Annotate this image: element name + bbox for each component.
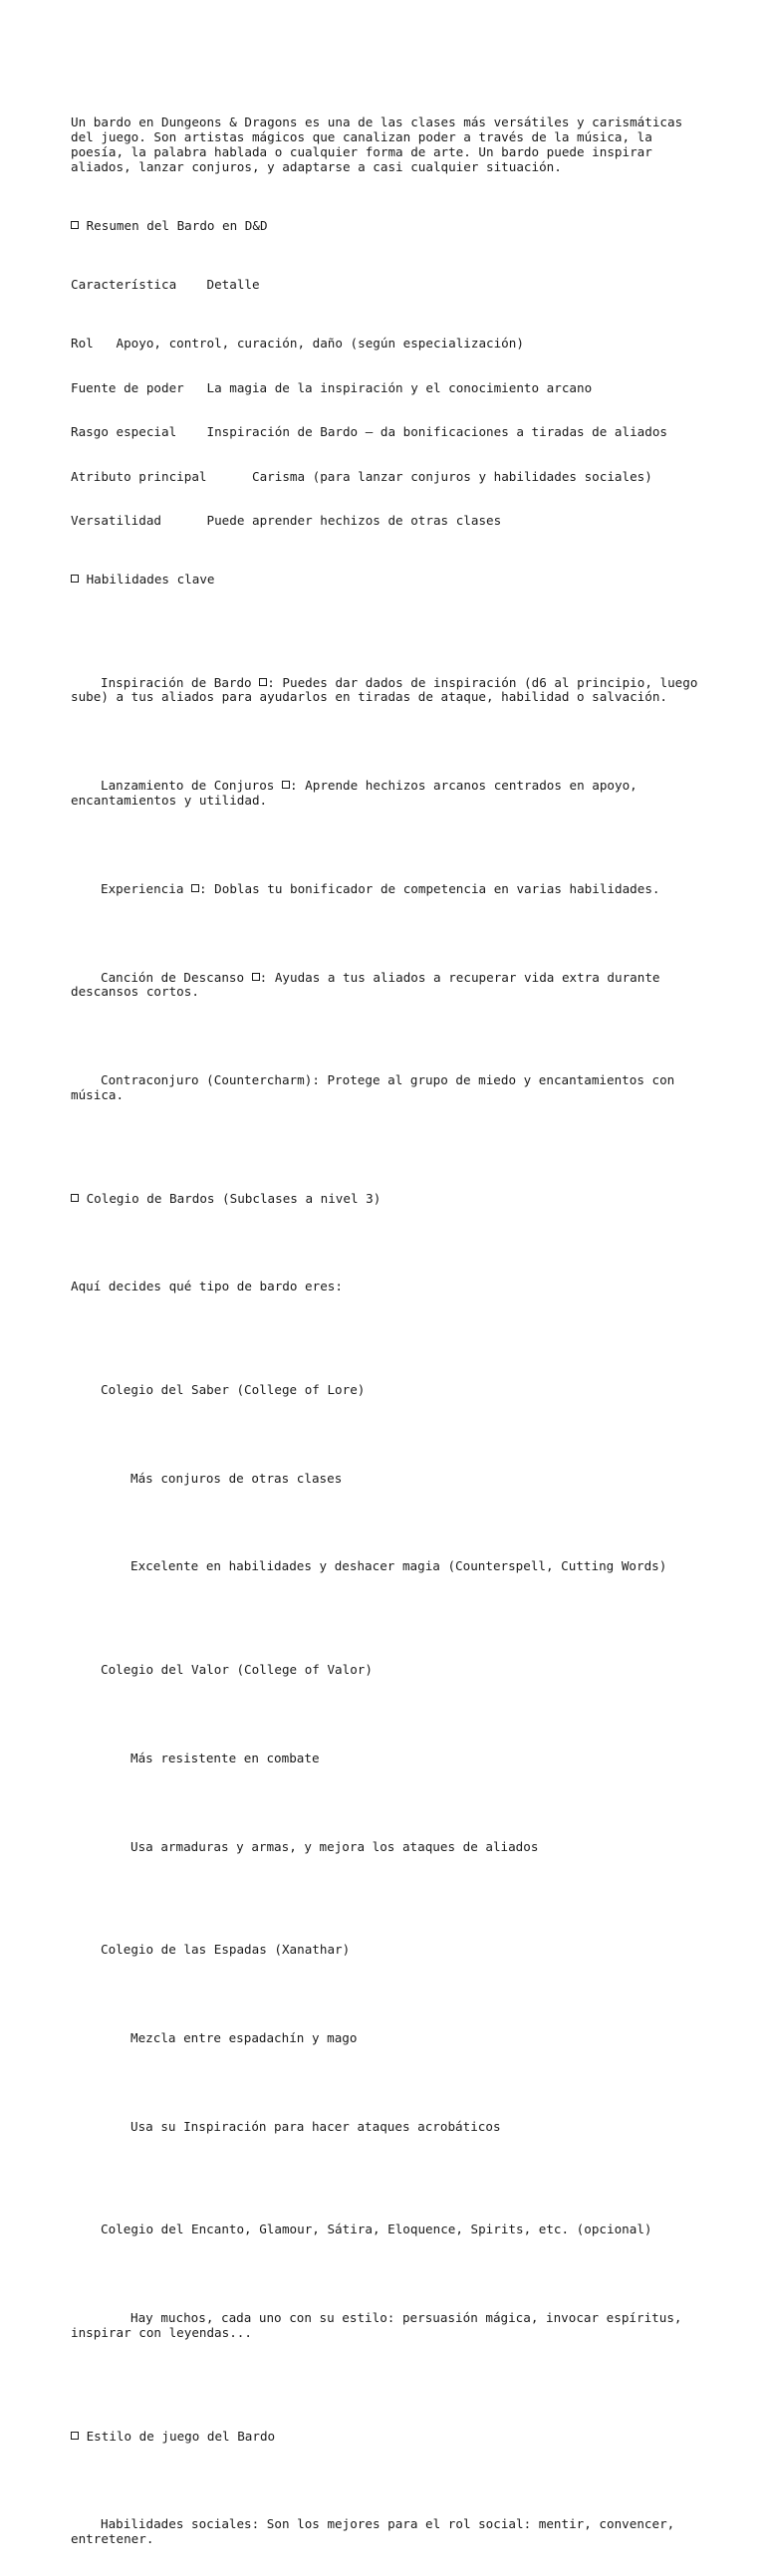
playstyle-heading: Estilo de juego del Bardo [71,2430,708,2445]
box-icon [191,884,199,892]
ability-item: Inspiración de Bardo : Puedes dar dados de inspiración (d6 al principio, luego sube) a tus aliados para ayudarlos en tiradas de ataque, habilidad o salvación. [71,674,706,705]
document-page [71,72,708,2576]
college-title-lore: Colegio del Saber (College of Lore) [101,1381,366,1397]
ability-item: Canción de Descanso : Ayudas a tus aliados a recuperar vida extra durante descansos cortos. [71,969,668,1000]
summary-row: Atributo principal Carisma (para lanzar conjuros y habilidades sociales) [71,468,652,484]
college-point: Usa su Inspiración para hacer ataques acrobáticos [130,2118,501,2134]
abilities-heading: Habilidades clave [71,573,708,587]
playstyle-item: Habilidades sociales: Son los mejores para el rol social: mentir, convencer, entretener. [71,2516,682,2547]
box-icon [71,221,79,229]
summary-heading: Resumen del Bardo en D&D [71,219,708,234]
college-title-valor: Colegio del Valor (College of Valor) [101,1662,373,1678]
box-icon [71,575,79,583]
ability-item: Lanzamiento de Conjuros : Aprende hechizos arcanos centrados en apoyo, encantamientos y utilidad. [71,778,645,809]
college-point: Más resistente en combate [130,1750,320,1765]
box-icon [282,781,290,789]
college-point: Excelente en habilidades y deshacer magia (Counterspell, Cutting Words) [130,1558,667,1574]
summary-row: Versatilidad Puede aprender hechizos de otras clases [71,512,502,528]
summary-header-row [71,278,708,293]
ability-item: Contraconjuro (Countercharm): Protege al grupo de miedo y encantamientos con música. [71,1072,682,1102]
college-point: Más conjuros de otras clases [130,1470,343,1486]
box-icon [71,2432,79,2440]
summary-header-col2: Detalle [206,277,260,293]
summary-row: Rasgo especial Inspiración de Bardo – da bonificaciones a tiradas de aliados [71,424,668,440]
college-point: Usa armaduras y armas, y mejora los ataques de aliados [130,1838,539,1854]
summary-header-col1: Característica [71,277,177,293]
colleges-intro: Aquí decides qué tipo de bardo eres: [71,1279,343,1294]
summary-row: Fuente de poder La magia de la inspiración y el conocimiento arcano [71,379,593,395]
intro-paragraph: Un bardo en Dungeons & Dragons es una de las clases más versátiles y carismáticas del juego. Son artistas mágicos que canalizan poder a través de la música, la poesía, la palabra hablada o cualquier forma de arte. Un bardo puede inspirar aliados, lanzar conjuros, y adaptarse a casi cualquier situación. [71,115,690,174]
box-icon [71,1194,79,1202]
college-title-others: Colegio del Encanto, Glamour, Sátira, Eloquence, Spirits, etc. (opcional) [101,2222,652,2237]
college-others-note: Hay muchos, cada uno con su estilo: persuasión mágica, invocar espíritus, inspirar con leyendas... [71,2310,690,2340]
colleges-heading: Colegio de Bardos (Subclases a nivel 3) [71,1192,708,1207]
box-icon [252,973,260,981]
college-title-swords: Colegio de las Espadas (Xanathar) [101,1942,351,1958]
college-point: Mezcla entre espadachín y mago [130,2029,358,2045]
summary-row: Rol Apoyo, control, curación, daño (según especialización) [71,336,524,351]
ability-item: Experiencia : Doblas tu bonificador de competencia en varias habilidades. [101,880,660,896]
